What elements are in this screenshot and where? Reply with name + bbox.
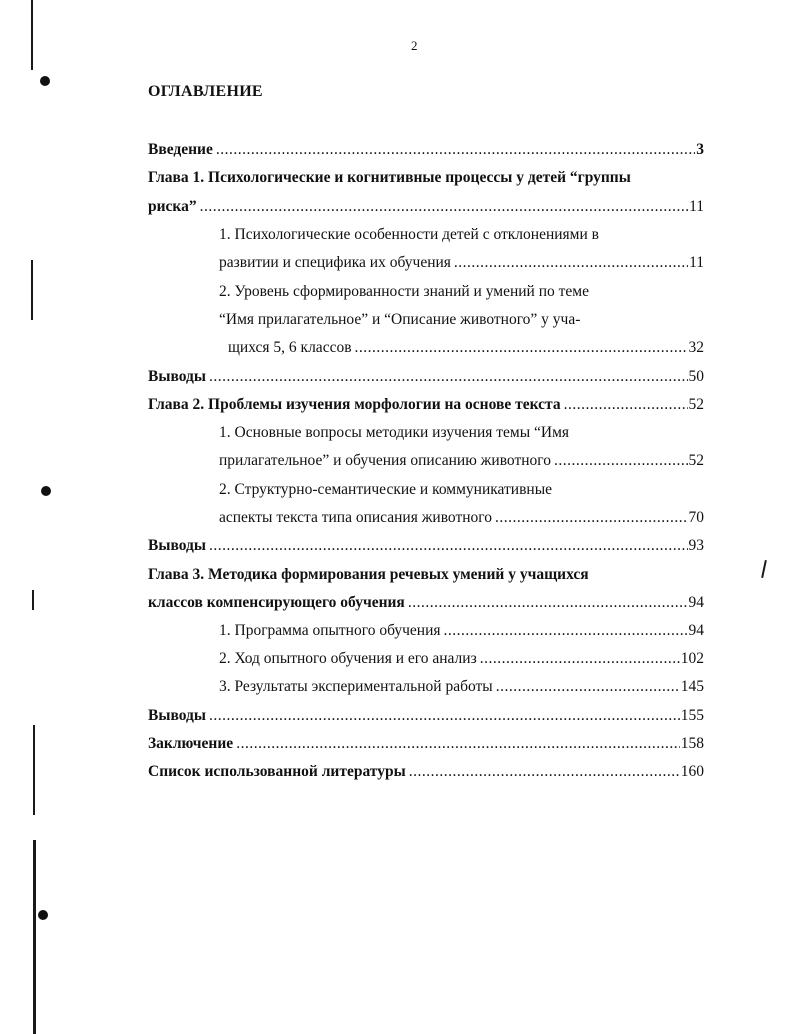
toc-entry-text: Выводы (148, 707, 206, 724)
toc-entry-chapter-2 (148, 395, 704, 415)
scan-mark-right (761, 560, 767, 578)
toc-entry-section-1-1-cont (219, 253, 704, 273)
toc-entry-conclusions-3 (148, 706, 704, 726)
toc-entry-section-2-2-cont (219, 508, 704, 528)
toc-entry-section-2-1 (219, 423, 704, 443)
toc-entry-chapter-3-cont (148, 593, 704, 613)
toc-entry-text: Введение (148, 141, 213, 158)
toc-entry-page: 50 (688, 368, 704, 385)
toc-entry-text: Глава 1. Психологические и когнитивные процессы у детей “группы (148, 169, 631, 186)
dot-leader (355, 338, 688, 358)
dot-leader (209, 706, 680, 726)
toc-entry-chapter-1-cont (148, 197, 704, 217)
toc-entry-text: прилагательное” и обучения описанию животного (219, 452, 551, 469)
binder-hole-mark (40, 76, 50, 86)
toc-entry-text: 2. Структурно-семантические и коммуникативные (219, 481, 552, 498)
toc-entry-section-1-2 (219, 282, 704, 302)
toc-entry-page: 160 (680, 763, 704, 780)
toc-entry-section-1-2-cont2 (228, 338, 704, 358)
dot-leader (209, 367, 688, 387)
dot-leader (454, 253, 688, 273)
dot-leader (236, 734, 680, 754)
toc-entry-page: 145 (680, 678, 704, 695)
toc-entry-page: 52 (688, 396, 704, 413)
toc-entry-text: 2. Ход опытного обучения и его анализ (219, 650, 477, 667)
binder-hole-mark (38, 910, 48, 920)
dot-leader (554, 451, 688, 471)
toc-entry-conclusion (148, 734, 704, 754)
toc-entry-text: Выводы (148, 368, 206, 385)
toc-entry-introduction (148, 140, 704, 160)
toc-entry-text: Список использованной литературы (148, 763, 406, 780)
scan-margin-line (31, 260, 33, 320)
scan-margin-line (33, 840, 36, 1034)
toc-entry-text: Выводы (148, 537, 206, 554)
toc-title: ОГЛАВЛЕНИЕ (148, 83, 263, 100)
dot-leader (480, 649, 680, 669)
toc-entry-text: “Имя прилагательное” и “Описание животного” у уча- (219, 311, 581, 328)
scan-margin-line (32, 590, 34, 610)
dot-leader (496, 677, 680, 697)
toc-entry-text: Глава 2. Проблемы изучения морфологии на основе текста (148, 396, 561, 413)
toc-entry-text: 1. Основные вопросы методики изучения темы “Имя (219, 424, 570, 441)
toc-entry-page: 70 (688, 509, 704, 526)
dot-leader (216, 140, 695, 160)
toc-entry-text: Заключение (148, 735, 234, 752)
toc-entry-chapter-3 (148, 565, 704, 585)
page-number: 2 (411, 38, 418, 53)
toc-entry-page: 155 (680, 707, 704, 724)
dot-leader (200, 197, 688, 217)
toc-entry-section-3-1 (219, 621, 704, 641)
toc-entry-section-2-1-cont (219, 451, 704, 471)
dot-leader (409, 762, 680, 782)
toc-entry-section-1-2-cont (219, 310, 704, 330)
toc-entry-page: 94 (688, 594, 704, 611)
toc-entry-page: 158 (680, 735, 704, 752)
toc-entry-section-3-2 (219, 649, 704, 669)
scan-margin-line (33, 725, 35, 815)
toc-entry-text: риска” (148, 198, 197, 215)
dot-leader (564, 395, 688, 415)
toc-entry-text: 1. Программа опытного обучения (219, 622, 441, 639)
toc-entry-conclusions-1 (148, 367, 704, 387)
toc-entry-text: 1. Психологические особенности детей с отклонениями в (219, 226, 599, 243)
toc-entry-page: 11 (689, 254, 704, 271)
toc-entry-text: развитии и специфика их обучения (219, 254, 451, 271)
toc-entry-section-3-3 (219, 677, 704, 697)
toc-entry-text: 2. Уровень сформированности знаний и умений по теме (219, 283, 589, 300)
toc-entry-page: 52 (688, 452, 704, 469)
toc-entry-section-2-2 (219, 480, 704, 500)
toc-entry-text: 3. Результаты экспериментальной работы (219, 678, 493, 695)
toc-entry-page: 94 (688, 622, 704, 639)
toc-entry-bibliography (148, 762, 704, 782)
dot-leader (444, 621, 688, 641)
toc-entry-page: 93 (688, 537, 704, 554)
toc-entry-page: 11 (689, 198, 704, 215)
toc-entry-section-1-1 (219, 225, 704, 245)
toc-entry-page: 32 (688, 339, 704, 356)
scan-margin-line (31, 0, 33, 70)
toc-entry-text: классов компенсирующего обучения (148, 594, 405, 611)
dot-leader (408, 593, 688, 613)
binder-hole-mark (41, 486, 51, 496)
toc-entry-text: щихся 5, 6 классов (228, 339, 352, 356)
toc-entry-conclusions-2 (148, 536, 704, 556)
toc-entry-chapter-1 (148, 168, 704, 188)
toc-entry-page: 3 (696, 141, 704, 158)
toc-entry-text: аспекты текста типа описания животного (219, 509, 493, 526)
dot-leader (209, 536, 688, 556)
toc-entry-text: Глава 3. Методика формирования речевых умений у учащихся (148, 566, 589, 583)
toc-entry-page: 102 (680, 650, 704, 667)
dot-leader (495, 508, 687, 528)
